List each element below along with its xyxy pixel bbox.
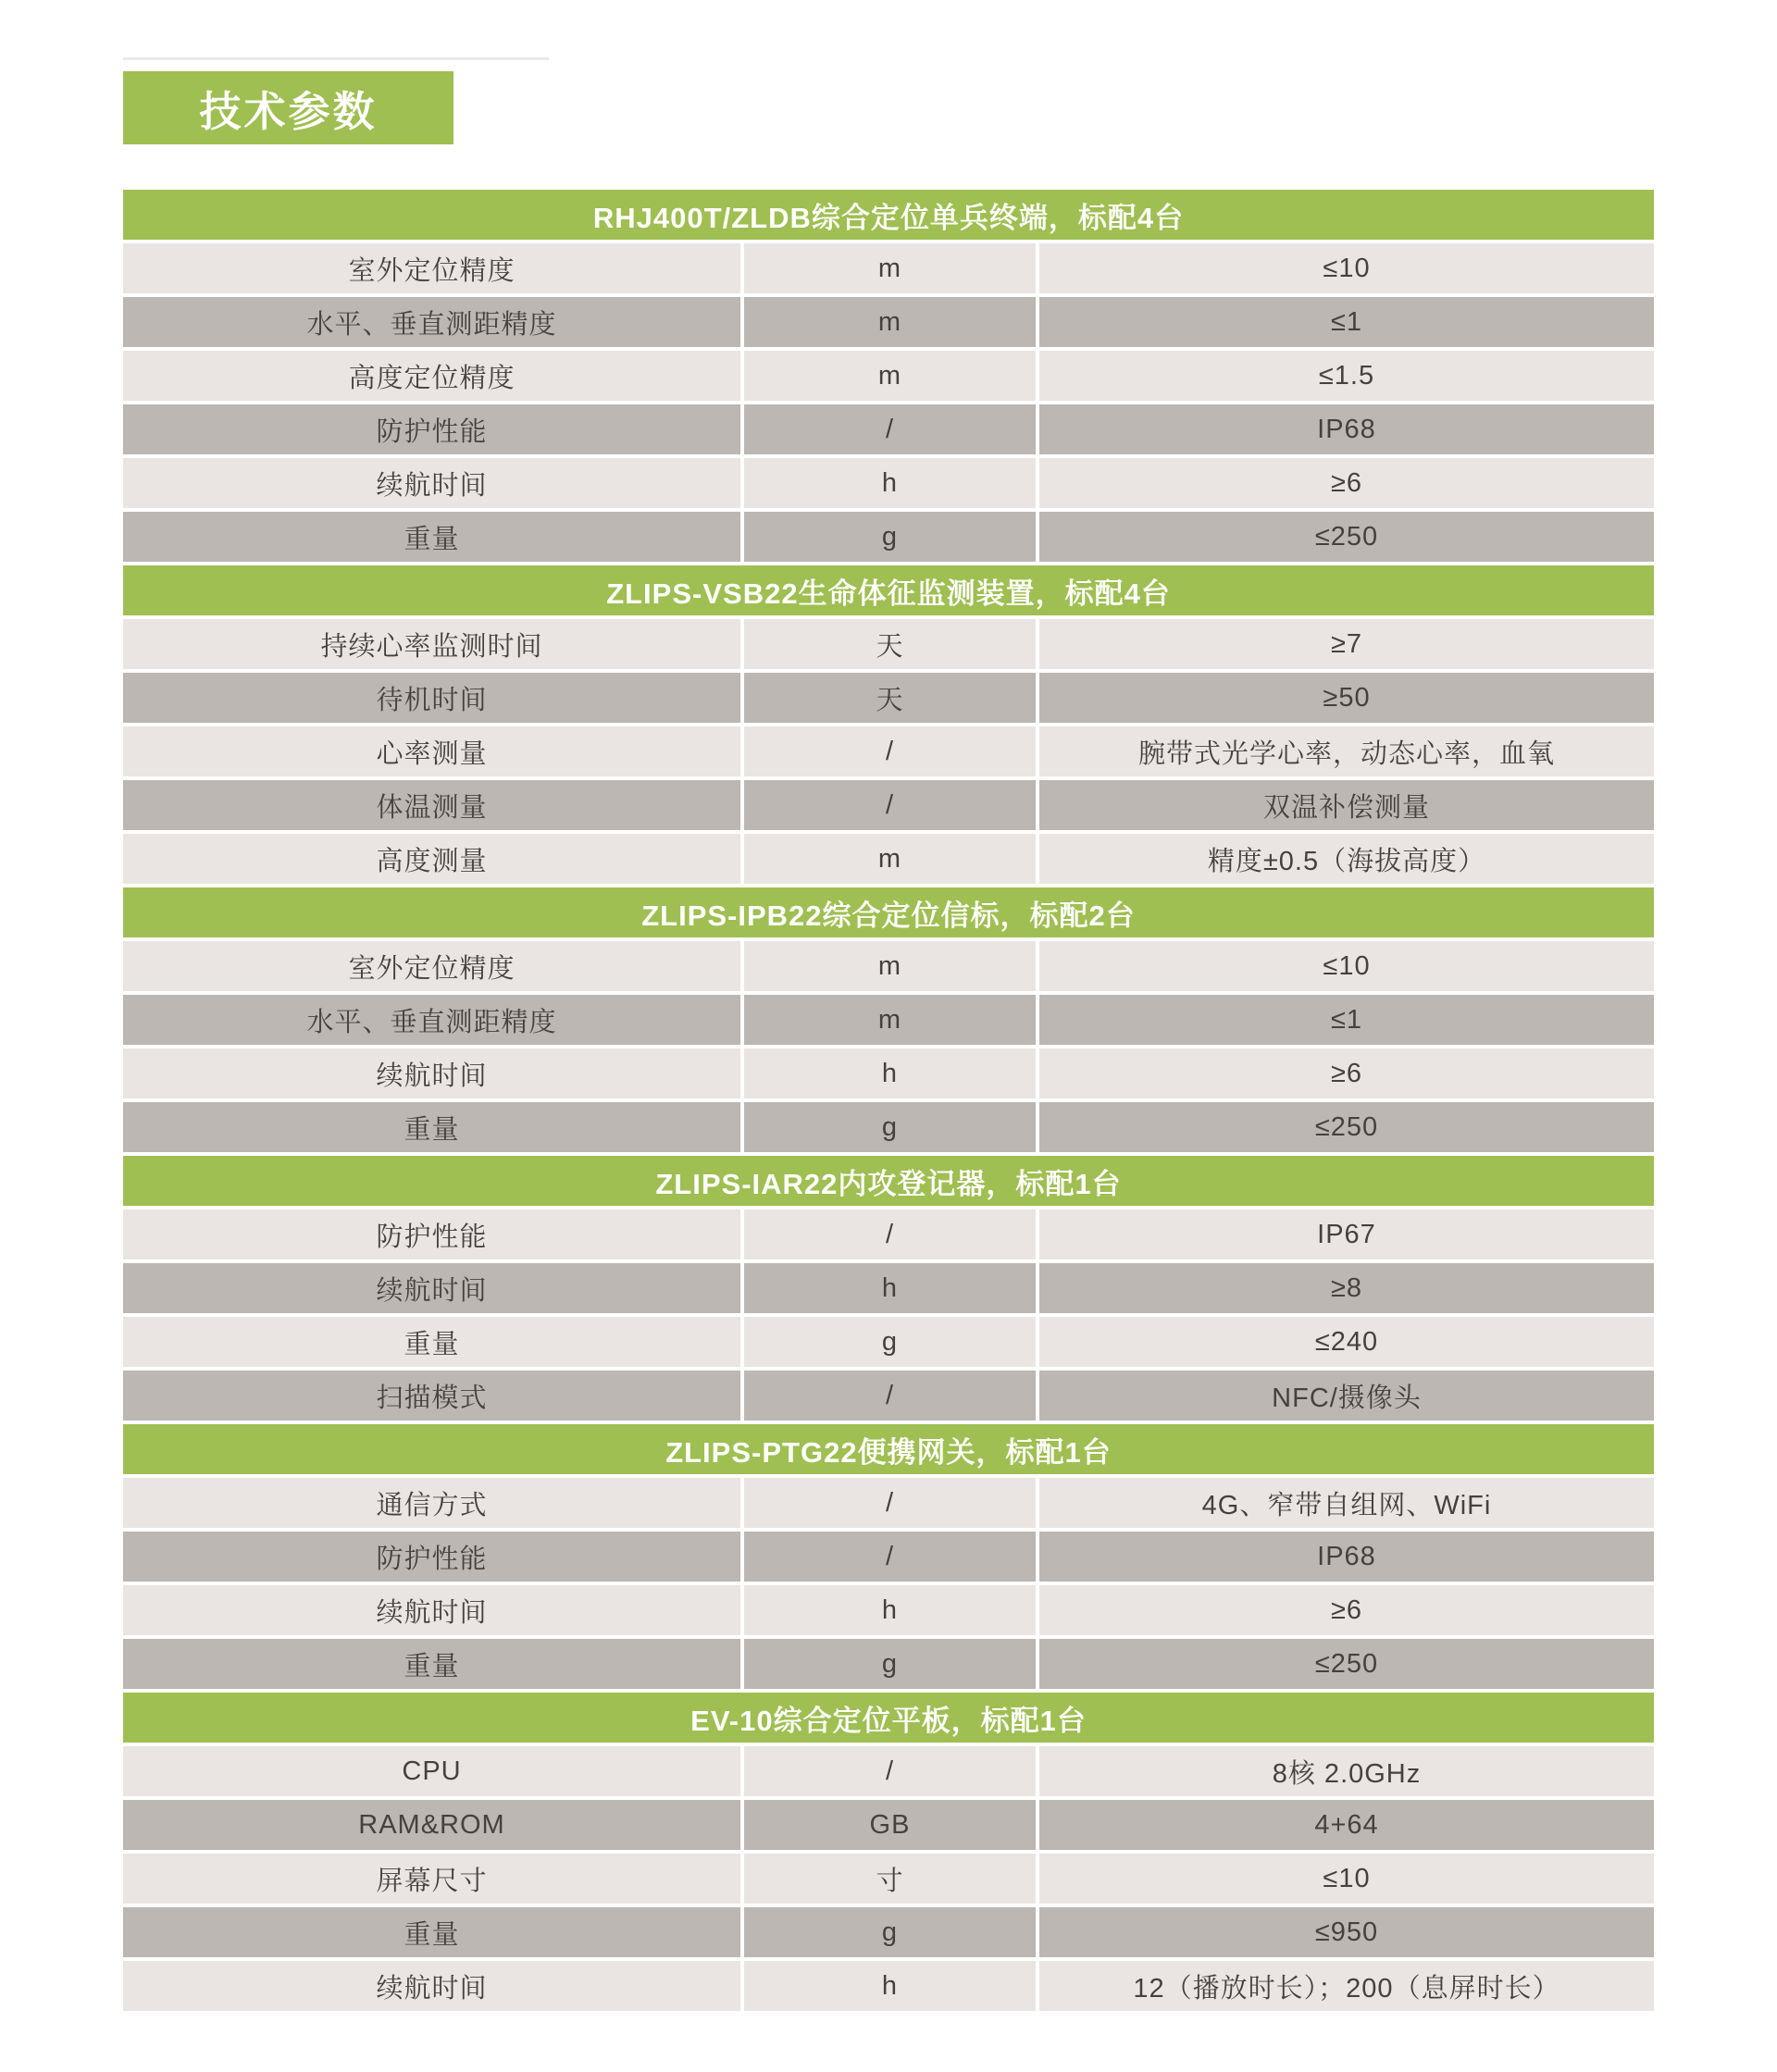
unit-cell: h xyxy=(744,1048,1036,1098)
unit-cell: / xyxy=(744,1210,1036,1259)
param-cell: 重量 xyxy=(123,512,740,562)
param-cell: RAM&ROM xyxy=(123,1800,740,1850)
value-cell: ≥6 xyxy=(1039,1585,1654,1635)
unit-cell: m xyxy=(744,834,1036,884)
param-cell: 重量 xyxy=(123,1102,740,1152)
table-row xyxy=(123,1961,1654,2011)
param-cell: 防护性能 xyxy=(123,1210,740,1259)
value-cell: ≤250 xyxy=(1039,1102,1654,1152)
unit-cell: m xyxy=(744,243,1036,293)
unit-cell: / xyxy=(744,1371,1036,1421)
unit-cell: m xyxy=(744,351,1036,401)
value-cell: ≤1 xyxy=(1039,995,1654,1045)
param-cell: 扫描模式 xyxy=(123,1371,740,1421)
unit-cell: m xyxy=(744,995,1036,1045)
value-cell: NFC/摄像头 xyxy=(1039,1371,1654,1421)
value-cell: ≤10 xyxy=(1039,941,1654,991)
table-row xyxy=(123,726,1654,776)
value-cell: 精度±0.5（海拔高度） xyxy=(1039,834,1654,884)
spec-table xyxy=(123,190,1654,2015)
value-cell: ≥50 xyxy=(1039,673,1654,723)
unit-cell: / xyxy=(744,1478,1036,1528)
unit-cell: m xyxy=(744,941,1036,991)
unit-cell: g xyxy=(744,1639,1036,1689)
section-header-text: EV-10综合定位平板，标配1台 xyxy=(690,1704,1087,1737)
table-row xyxy=(123,1371,1654,1421)
value-cell: IP68 xyxy=(1039,404,1654,454)
value-cell: 12（播放时长）；200（息屏时长） xyxy=(1039,1961,1654,2011)
value-cell: ≥7 xyxy=(1039,619,1654,669)
table-row xyxy=(123,941,1654,991)
unit-cell: g xyxy=(744,1907,1036,1957)
table-row xyxy=(123,297,1654,347)
section-header-text: ZLIPS-PTG22便携网关，标配1台 xyxy=(665,1435,1112,1469)
table-row xyxy=(123,619,1654,669)
unit-cell: g xyxy=(744,512,1036,562)
table-row xyxy=(123,1800,1654,1850)
table-row xyxy=(123,1907,1654,1957)
section-header-rhj400t xyxy=(123,190,1654,240)
value-cell: ≥8 xyxy=(1039,1263,1654,1313)
unit-cell: / xyxy=(744,1746,1036,1796)
value-cell: 4+64 xyxy=(1039,1800,1654,1850)
value-cell: ≤10 xyxy=(1039,243,1654,293)
table-row xyxy=(123,673,1654,723)
unit-cell: h xyxy=(744,1263,1036,1313)
param-cell: 室外定位精度 xyxy=(123,243,740,293)
param-cell: 高度测量 xyxy=(123,834,740,884)
param-cell: 水平、垂直测距精度 xyxy=(123,995,740,1045)
unit-cell: h xyxy=(744,1585,1036,1635)
value-cell: ≤10 xyxy=(1039,1854,1654,1904)
value-cell: 4G、窄带自组网、WiFi xyxy=(1039,1478,1654,1528)
unit-cell: / xyxy=(744,726,1036,776)
param-cell: 通信方式 xyxy=(123,1478,740,1528)
table-row xyxy=(123,1048,1654,1098)
section-header-text: ZLIPS-IPB22综合定位信标，标配2台 xyxy=(641,899,1136,932)
value-cell: ≥6 xyxy=(1039,1048,1654,1098)
section-header-text: ZLIPS-VSB22生命体征监测装置，标配4台 xyxy=(606,577,1171,610)
section-header-text: RHJ400T/ZLDB综合定位单兵终端，标配4台 xyxy=(592,201,1185,234)
value-cell: IP67 xyxy=(1039,1210,1654,1259)
table-row xyxy=(123,1210,1654,1259)
value-cell: 8核 2.0GHz xyxy=(1039,1746,1654,1796)
table-row xyxy=(123,512,1654,562)
unit-cell: / xyxy=(744,404,1036,454)
param-cell: 体温测量 xyxy=(123,780,740,830)
value-cell: ≤1 xyxy=(1039,297,1654,347)
page-title: 技术参数 xyxy=(199,88,378,135)
unit-cell: m xyxy=(744,297,1036,347)
param-cell: 续航时间 xyxy=(123,1263,740,1313)
unit-cell: / xyxy=(744,1532,1036,1582)
param-cell: 防护性能 xyxy=(123,1532,740,1582)
table-row xyxy=(123,1532,1654,1582)
param-cell: 水平、垂直测距精度 xyxy=(123,297,740,347)
table-row xyxy=(123,995,1654,1045)
unit-cell: 天 xyxy=(744,673,1036,723)
title-top-divider xyxy=(123,57,549,60)
param-cell: 重量 xyxy=(123,1907,740,1957)
table-row xyxy=(123,1854,1654,1904)
value-cell: 双温补偿测量 xyxy=(1039,780,1654,830)
param-cell: 心率测量 xyxy=(123,726,740,776)
table-row xyxy=(123,1746,1654,1796)
table-row xyxy=(123,1102,1654,1152)
unit-cell: h xyxy=(744,1961,1036,2011)
section-header-ev10 xyxy=(123,1693,1654,1743)
table-row xyxy=(123,834,1654,884)
value-cell: ≥6 xyxy=(1039,458,1654,508)
table-row xyxy=(123,351,1654,401)
value-cell: IP68 xyxy=(1039,1532,1654,1582)
table-row xyxy=(123,1317,1654,1367)
param-cell: 室外定位精度 xyxy=(123,941,740,991)
param-cell: 重量 xyxy=(123,1317,740,1367)
table-row xyxy=(123,1478,1654,1528)
unit-cell: g xyxy=(744,1102,1036,1152)
param-cell: 高度定位精度 xyxy=(123,351,740,401)
table-row xyxy=(123,1639,1654,1689)
section-header-vsb22 xyxy=(123,565,1654,615)
param-cell: 续航时间 xyxy=(123,1048,740,1098)
param-cell: 防护性能 xyxy=(123,404,740,454)
param-cell: 续航时间 xyxy=(123,1961,740,2011)
table-row xyxy=(123,243,1654,293)
table-row xyxy=(123,1585,1654,1635)
value-cell: ≤250 xyxy=(1039,512,1654,562)
section-header-iar22 xyxy=(123,1156,1654,1206)
value-cell: 腕带式光学心率，动态心率，血氧 xyxy=(1039,726,1654,776)
param-cell: 持续心率监测时间 xyxy=(123,619,740,669)
unit-cell: g xyxy=(744,1317,1036,1367)
param-cell: 待机时间 xyxy=(123,673,740,723)
param-cell: 续航时间 xyxy=(123,458,740,508)
section-header-ipb22 xyxy=(123,887,1654,937)
unit-cell: / xyxy=(744,780,1036,830)
value-cell: ≤240 xyxy=(1039,1317,1654,1367)
param-cell: 续航时间 xyxy=(123,1585,740,1635)
section-header-ptg22 xyxy=(123,1424,1654,1474)
section-header-text: ZLIPS-IAR22内攻登记器，标配1台 xyxy=(655,1167,1122,1200)
value-cell: ≤1.5 xyxy=(1039,351,1654,401)
param-cell: CPU xyxy=(123,1746,740,1796)
page-title-badge xyxy=(123,71,454,144)
value-cell: ≤950 xyxy=(1039,1907,1654,1957)
table-row xyxy=(123,458,1654,508)
table-row xyxy=(123,780,1654,830)
table-row xyxy=(123,1263,1654,1313)
param-cell: 重量 xyxy=(123,1639,740,1689)
table-row xyxy=(123,404,1654,454)
param-cell: 屏幕尺寸 xyxy=(123,1854,740,1904)
unit-cell: GB xyxy=(744,1800,1036,1850)
unit-cell: 寸 xyxy=(744,1854,1036,1904)
unit-cell: h xyxy=(744,458,1036,508)
value-cell: ≤250 xyxy=(1039,1639,1654,1689)
unit-cell: 天 xyxy=(744,619,1036,669)
